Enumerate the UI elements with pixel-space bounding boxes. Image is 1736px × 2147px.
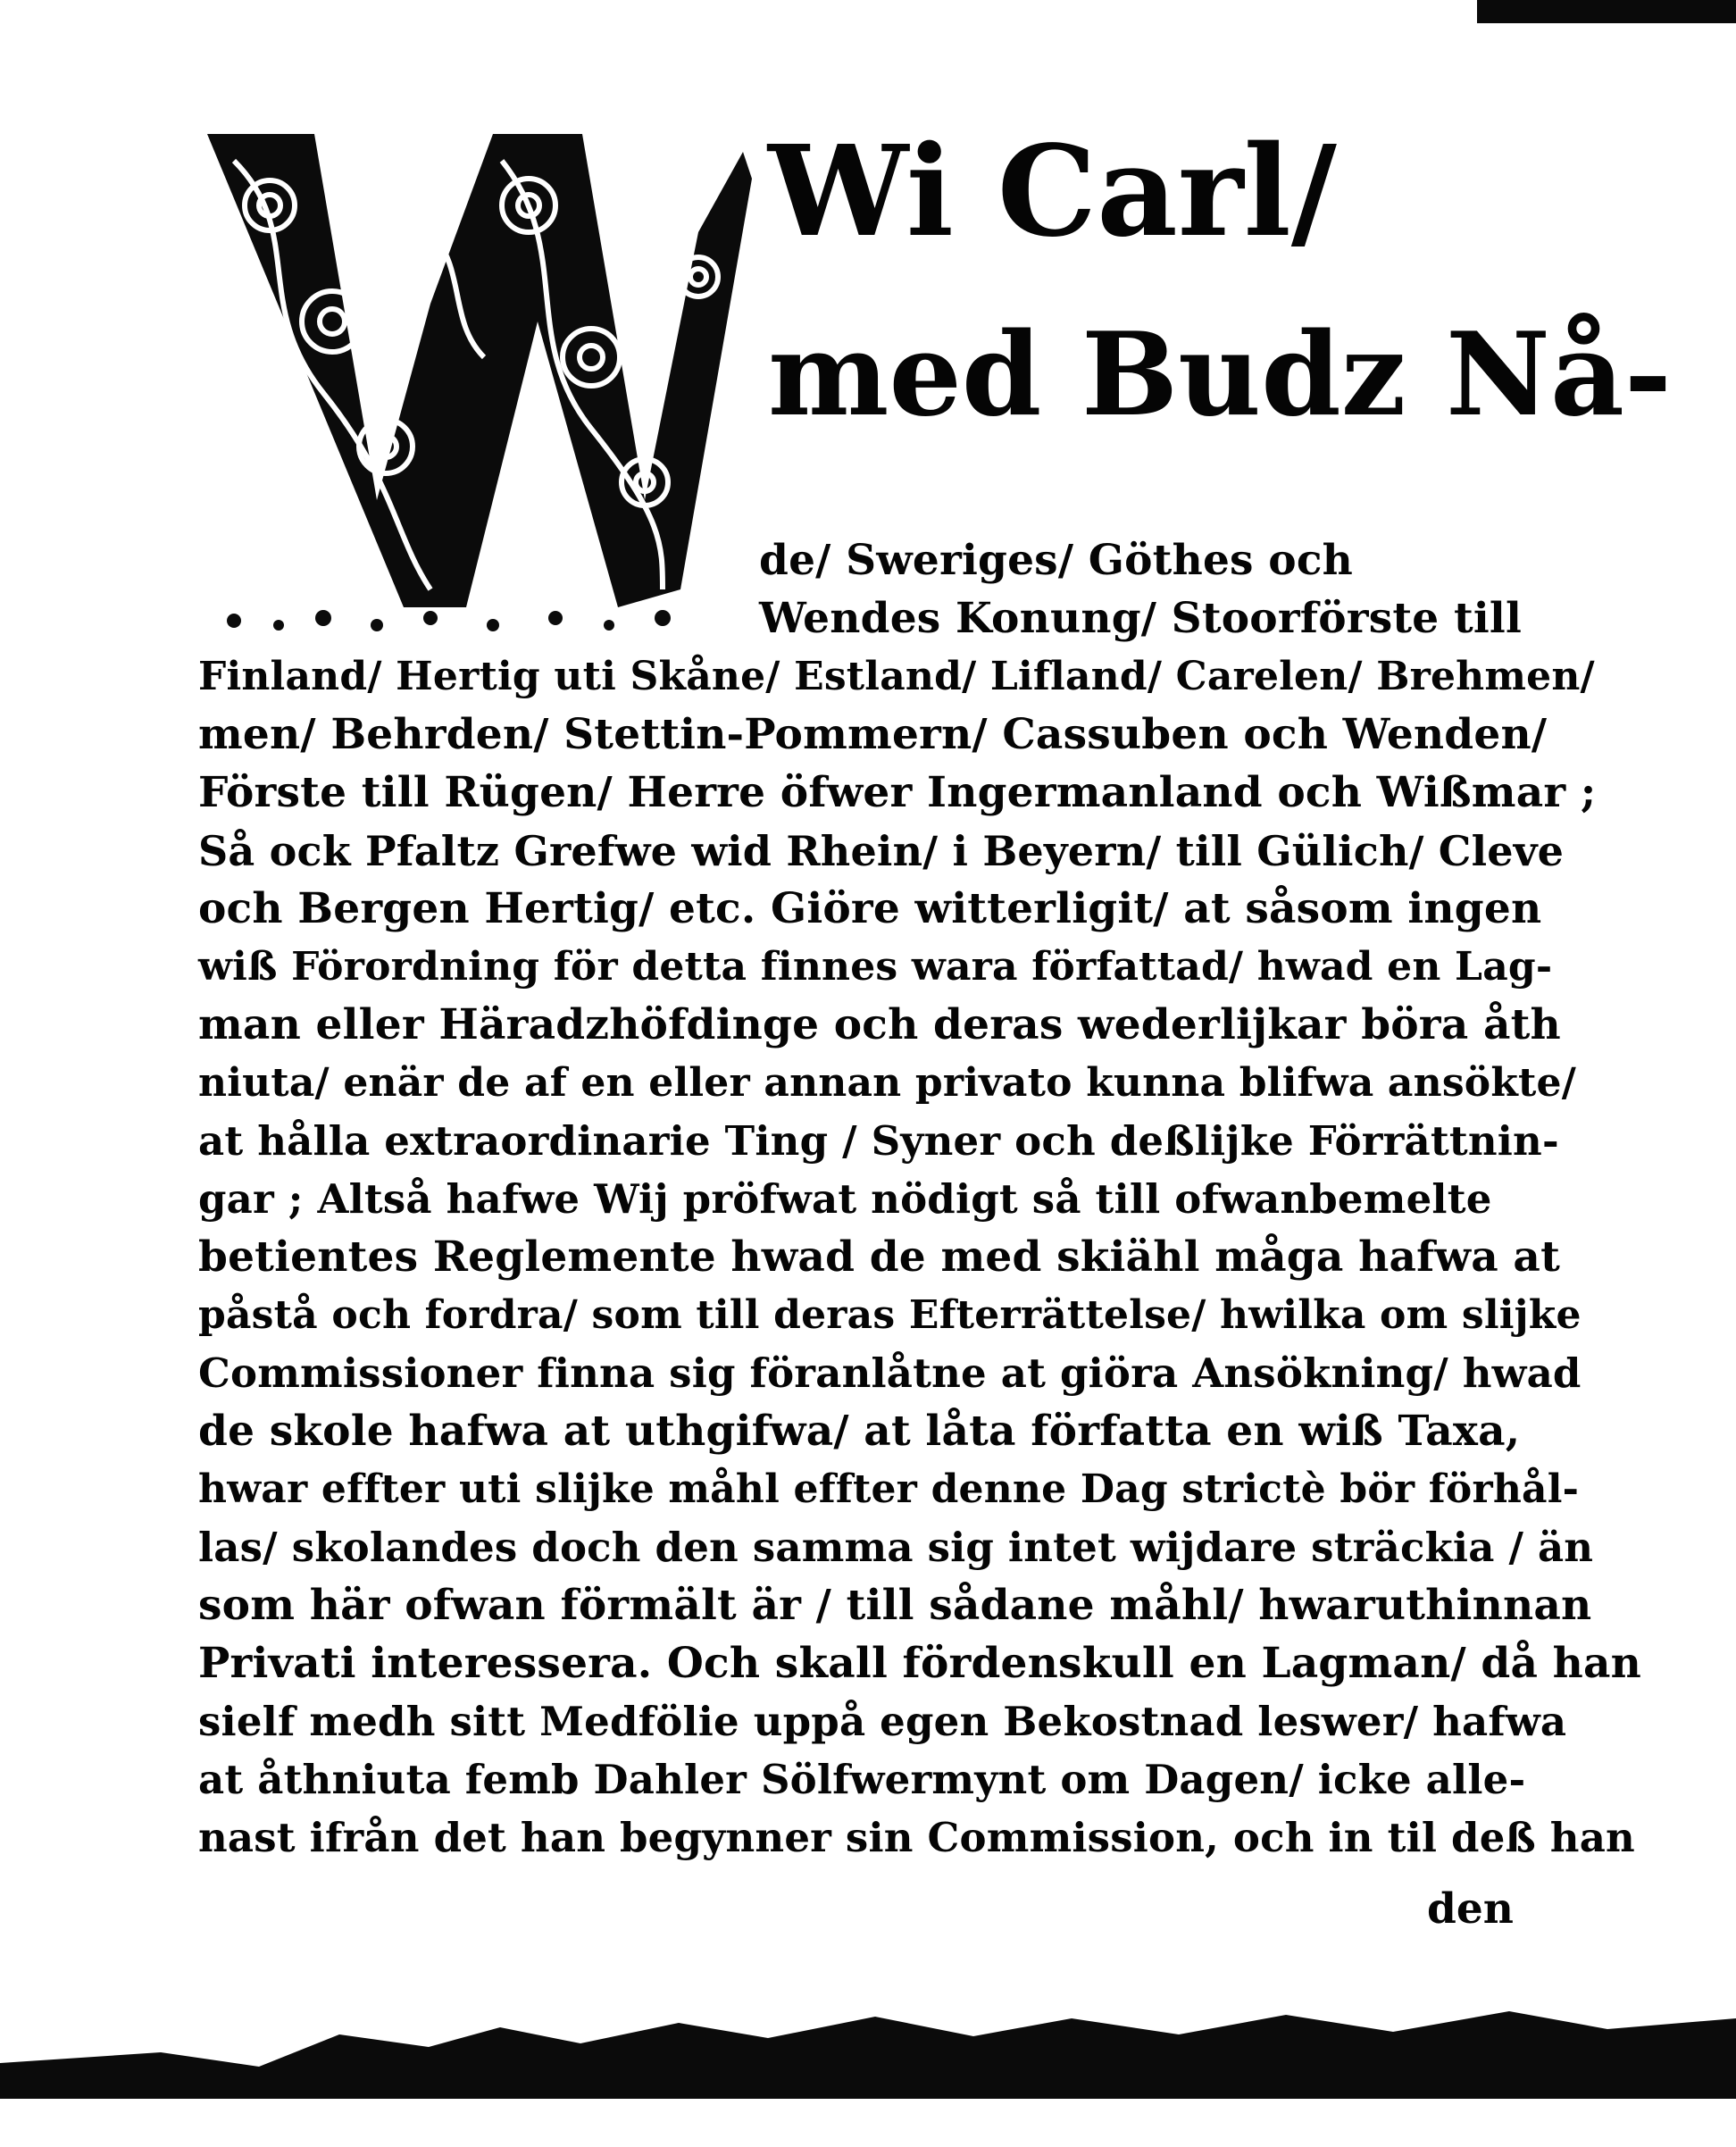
text-line-14: påstå och fordra/ som till deras Efterrättelse/ hwilka om slijke: [198, 1292, 1582, 1338]
text-line-19: som här ofwan förmält är / till sådane måhl/ hwaruthinnan: [198, 1581, 1592, 1630]
text-line-8: wiß Förordning för detta finnes wara författad/ hwad en Lag-: [198, 944, 1553, 990]
text-line-12: gar ; Altså hafwe Wij pröfwat nödigt så till ofwanbemelte: [198, 1175, 1492, 1223]
text-line-17: hwar effter uti slijke måhl effter denne Dag strictè bör förhål-: [198, 1466, 1580, 1512]
text-line-20: Privati interessera. Och skall fördenskull en Lagman/ då han: [198, 1639, 1642, 1688]
ornament-initial-icon: [198, 125, 759, 641]
text-line-6: Så ock Pfaltz Grefwe wid Rhein/ i Beyern/ till Gülich/ Cleve: [198, 827, 1565, 875]
torn-edge-icon: [0, 1992, 1736, 2143]
text-line-2: Wendes Konung/ Stoorförste till: [759, 594, 1523, 643]
catchword: den: [1427, 1884, 1514, 1934]
text-line-7: och Bergen Hertig/ etc. Giöre witterligit/ at såsom ingen: [198, 884, 1542, 933]
text-line-5: Förste till Rügen/ Herre öfwer Ingermanland och Wißmar ;: [198, 768, 1597, 817]
text-line-15: Commissioner finna sig föranlåtne at giöra Ansökning/ hwad: [198, 1349, 1582, 1397]
text-line-22: at åthniuta femb Dahler Sölfwermynt om Dagen/ icke alle-: [198, 1756, 1526, 1803]
title-line-2: med Budz Nå-: [768, 308, 1672, 442]
text-line-3: Finland/ Hertig uti Skåne/ Estland/ Lifland/ Carelen/ Brehmen/: [198, 654, 1595, 699]
text-line-10: niuta/ enär de af en eller annan privato kunna blifwa ansökte/: [198, 1060, 1577, 1106]
text-line-23: nast ifrån det han begynner sin Commission, och in til deß han: [198, 1814, 1635, 1861]
text-line-16: de skole hafwa at uthgifwa/ at låta författa en wiß Taxa,: [198, 1407, 1521, 1456]
text-line-9: man eller Häradzhöfdinge och deras wederlijkar böra åth: [198, 1000, 1561, 1049]
text-line-18: las/ skolandes doch den samma sig intet wijdare sträckia / än: [198, 1524, 1594, 1571]
text-line-13: betientes Reglemente hwad de med skiähl måga hafwa at: [198, 1232, 1560, 1282]
decorated-initial-w: [198, 125, 759, 641]
text-line-11: at hålla extraordinarie Ting / Syner och deßlijke Förrättnin-: [198, 1117, 1559, 1165]
scan-edge-bottom: [0, 1992, 1736, 2143]
title-line-1: Wi Carl/: [768, 119, 1337, 265]
text-line-4: men/ Behrden/ Stettin-Pommern/ Cassuben och Wenden/: [198, 710, 1548, 759]
scan-edge-top-right: [1477, 0, 1736, 23]
text-line-21: sielf medh sitt Medfölie uppå egen Bekostnad leswer/ hafwa: [198, 1698, 1567, 1745]
text-line-1: de/ Sweriges/ Göthes och: [759, 536, 1354, 585]
